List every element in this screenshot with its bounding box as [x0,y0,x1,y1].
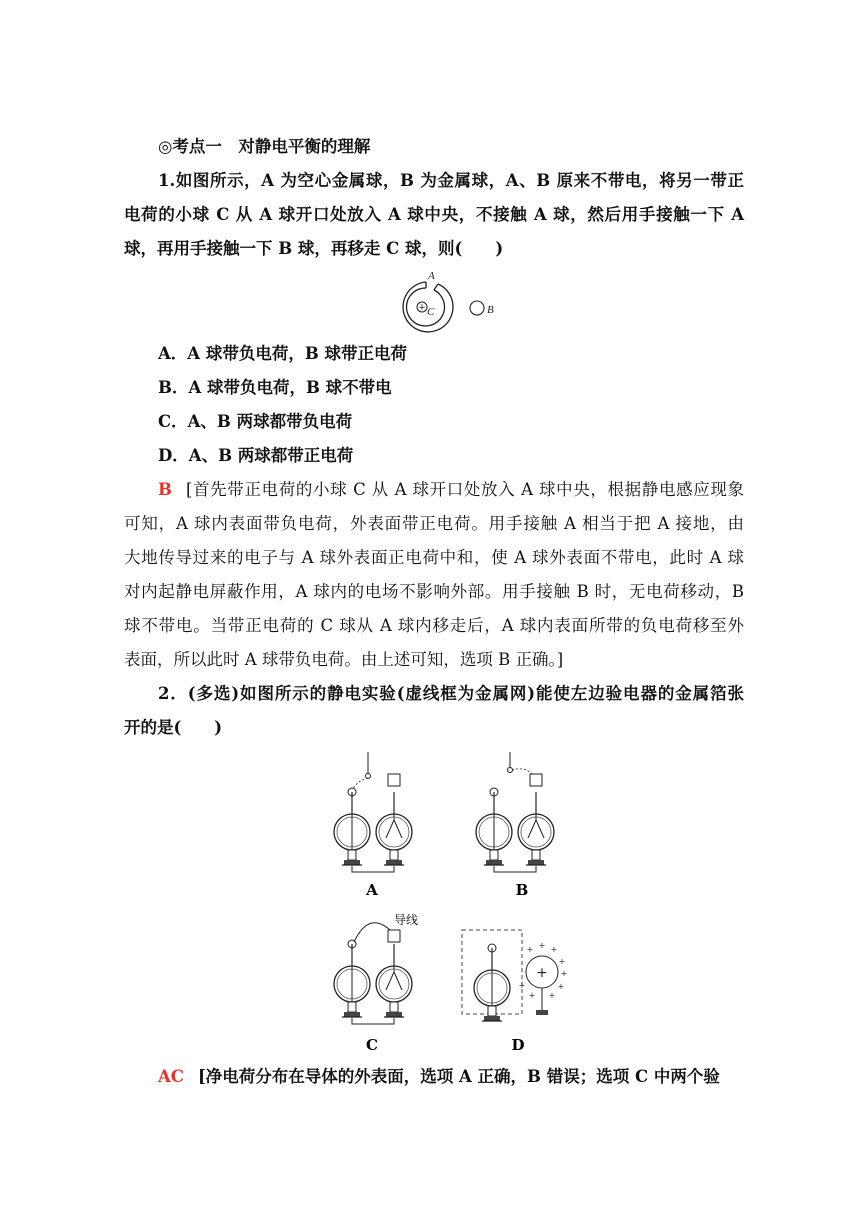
q1-option-a: A．A 球带负电荷，B 球带正电荷 [158,344,408,363]
q1-option-c: C．A、B 两球都带负电荷 [158,412,353,431]
q1-option-d: D．A、B 两球都带正电荷 [158,446,354,465]
label-a: A [428,270,435,282]
svg-text:+: + [560,969,568,978]
caption-a: A [366,881,378,899]
svg-text:+: + [518,981,526,990]
q1-explanation-text-1: [首先带正电荷的小球 C 从 A 球开口处放入 A 球中央，根据静电感应现象 [185,480,744,499]
q2-explanation-text-1: [净电荷分布在导体的外表面，选项 A 正确，B 错误；选项 C 中两个验 [197,1067,720,1086]
svg-text:+: + [550,945,558,954]
caption-c: C [366,1036,378,1054]
q2-explanation-line-1 [158,1060,744,1094]
q2-text-line-2: 开的是( ) [124,718,223,737]
q1-explanation-line-1 [158,473,744,507]
q1-text-line-3: 球，再用手接触一下 B 球，再移走 C 球，则( ) [124,239,504,258]
label-b: B [487,304,494,316]
electroscope-setup-b [476,752,554,872]
svg-text:+: + [538,941,546,950]
electroscope-setup-d [462,930,567,1021]
electroscope-setup-a [334,752,412,872]
section-title: ◎考点一 对静电平衡的理解 [158,137,371,156]
q1-answer: B [158,480,172,499]
electroscope-setup-c [334,923,412,1024]
svg-text:+: + [526,945,534,954]
svg-text:+: + [548,991,556,1000]
q2-figure [320,748,580,1054]
q1-explanation-line-2: 可知，A 球内表面带负电荷，外表面带正电荷。用手接触 A 相当于把 A 接地，由 [124,514,744,533]
q1-explanation-line-6: 表面，所以此时 A 球带负电荷。由上述可知，选项 B 正确。] [124,650,564,669]
q1-text-line-2: 电荷的小球 C 从 A 球开口处放入 A 球中央，不接触 A 球，然后用手接触一下 A [124,205,744,224]
caption-d: D [511,1036,525,1054]
sphere-b [470,301,484,315]
svg-text:+: + [557,982,565,991]
plus-sign: + [418,303,426,313]
caption-b: B [515,881,529,899]
label-c: C [427,306,435,318]
q1-explanation-line-4: 对内起静电屏蔽作用，A 球内的电场不影响外部。用手接触 B 时，无电荷移动，B [124,582,744,601]
svg-text:+: + [558,957,566,966]
q1-text-line-1: 1.如图所示，A 为空心金属球，B 为金属球，A、B 原来不带电，将另一带正 [158,171,744,190]
q1-explanation-line-5: 球不带电。当带正电荷的 C 球从 A 球内移走后，A 球内表面所带的负电荷移至外 [124,616,744,635]
svg-text:+: + [536,965,548,981]
q1-figure [390,268,510,338]
q2-text-line-1: 2．(多选)如图所示的静电实验(虚线框为金属网)能使左边验电器的金属箔张 [158,684,744,703]
q1-option-b: B．A 球带负电荷，B 球不带电 [158,378,392,397]
q2-answer: AC [158,1067,184,1086]
svg-text:+: + [528,991,536,1000]
q1-explanation-line-3: 大地传导过来的电子与 A 球外表面正电荷中和，使 A 球外表面不带电，此时 A 球 [124,548,744,567]
wire-label: 导线 [394,913,419,927]
